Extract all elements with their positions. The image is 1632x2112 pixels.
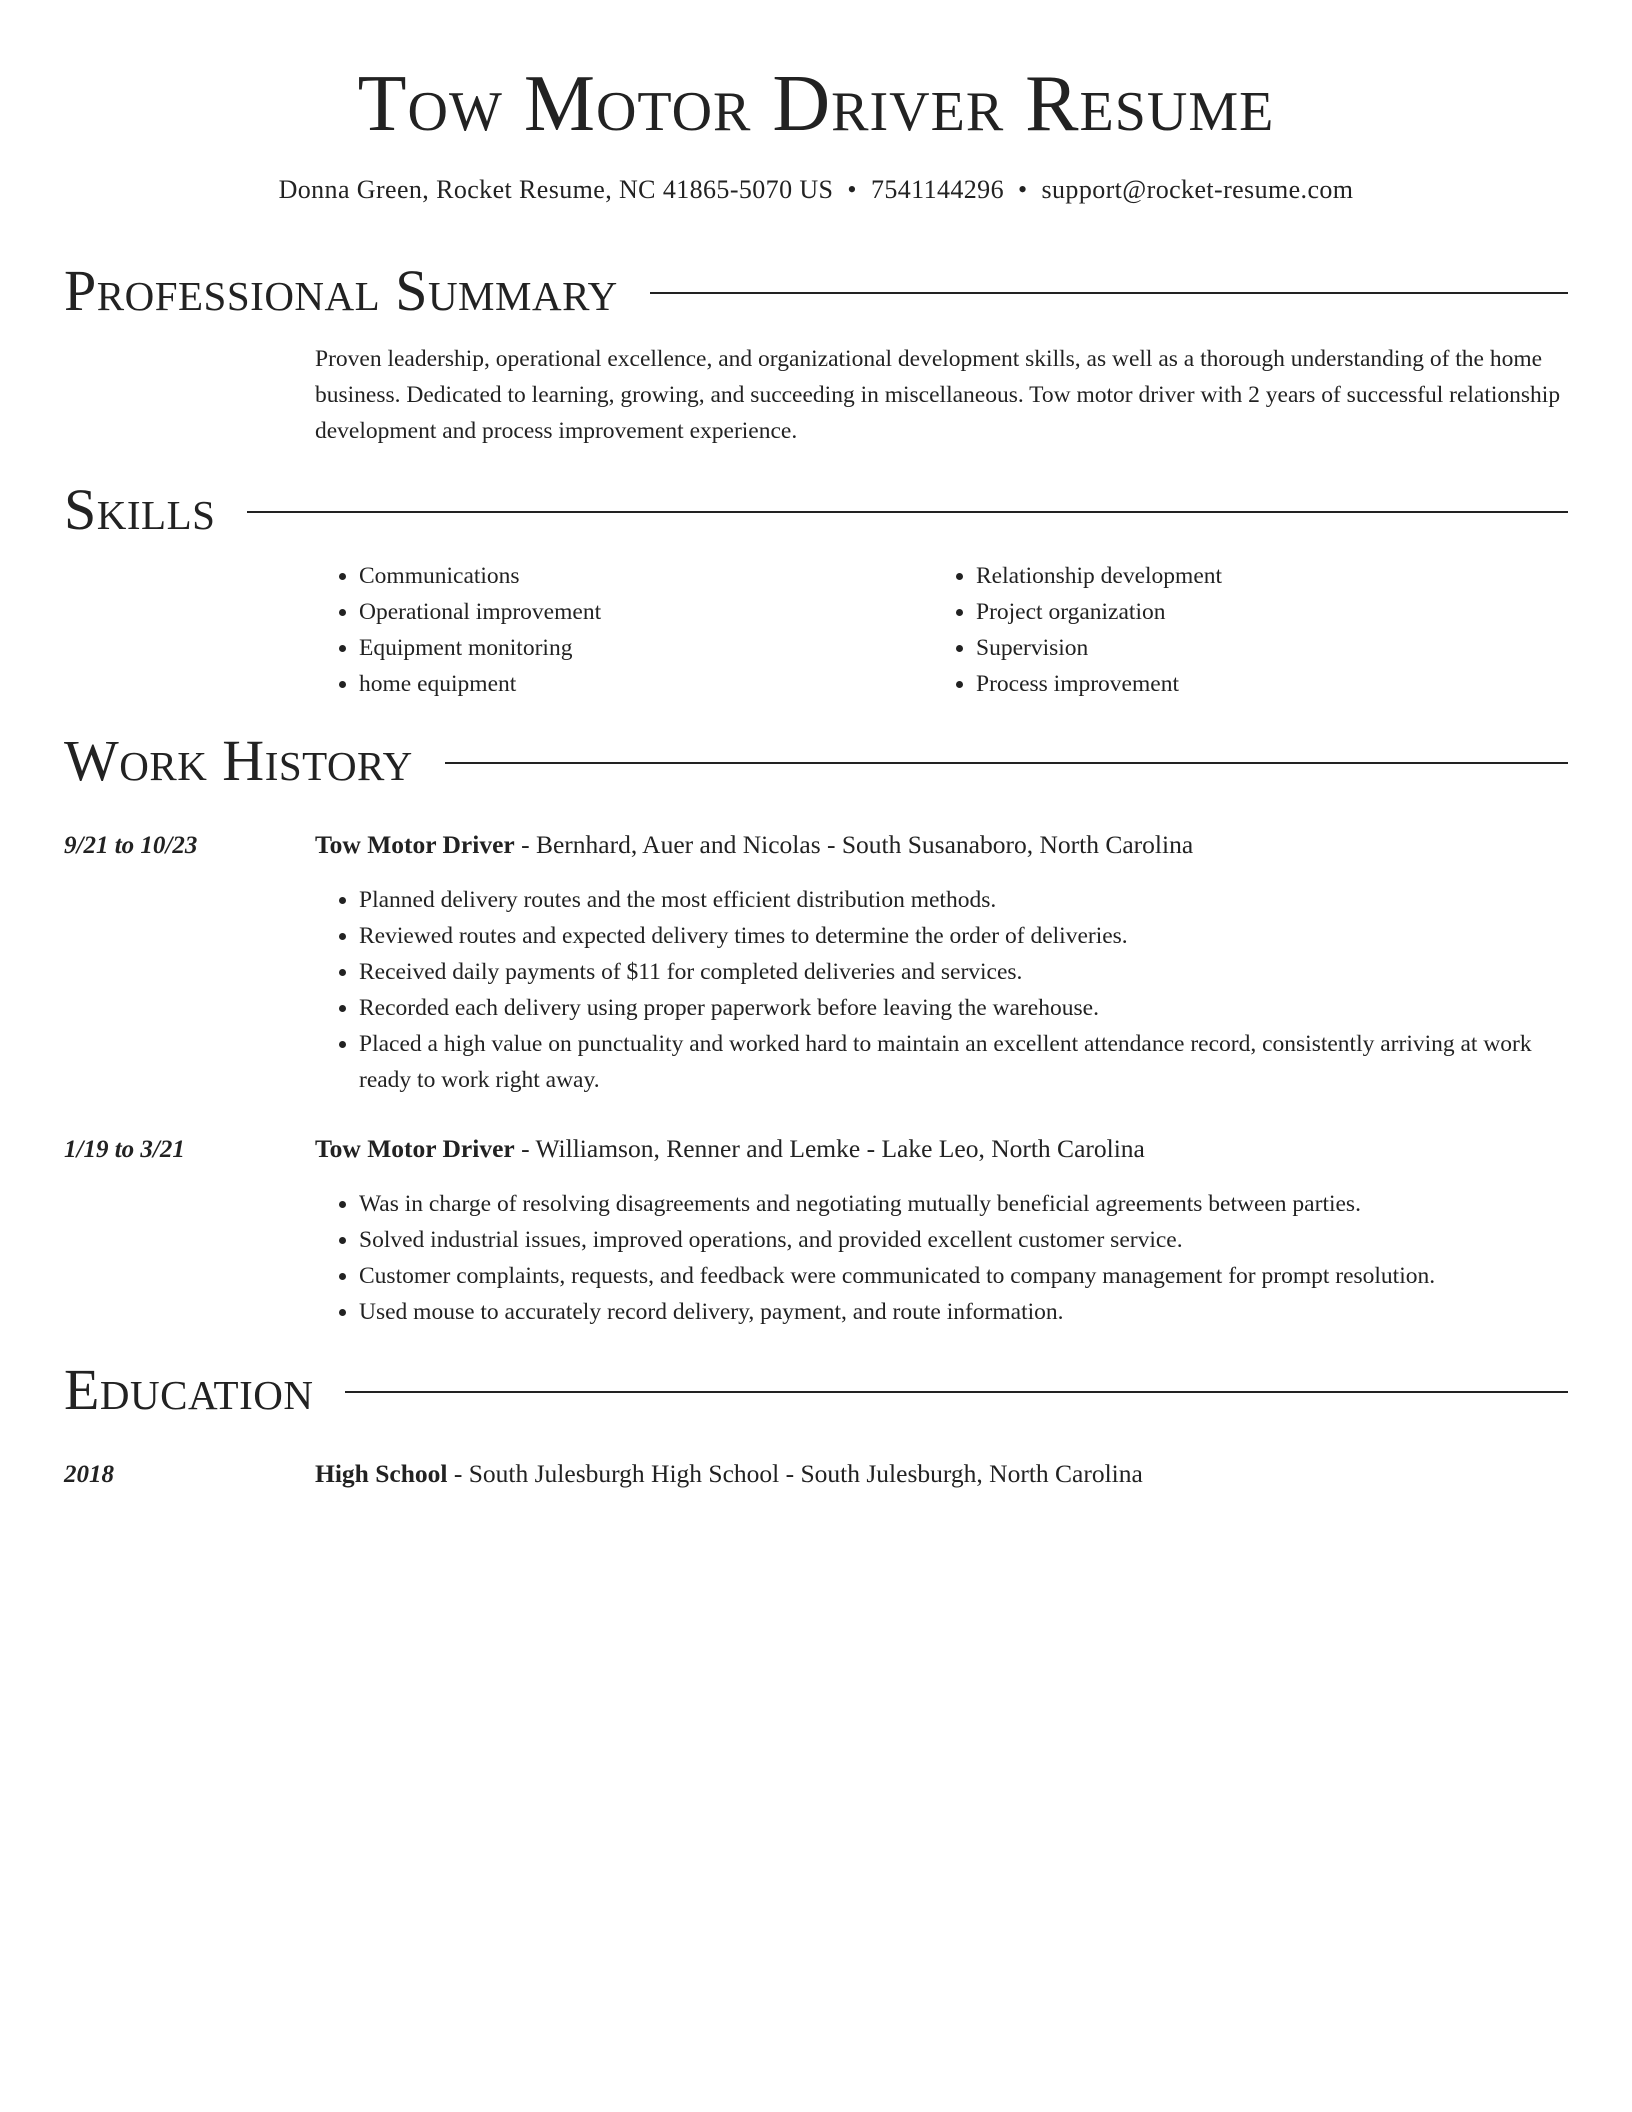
- job-heading: [315, 1131, 1145, 1167]
- summary-section-header: [64, 258, 1568, 323]
- job-title: Tow Motor Driver: [315, 830, 515, 859]
- skill-item: • Equipment monitoring: [359, 630, 932, 666]
- resume-page: [64, 0, 1568, 1493]
- job-details: - Bernhard, Auer and Nicolas - South Susanaboro, North Carolina: [514, 830, 1194, 859]
- section-divider: [247, 511, 1568, 513]
- duty-item: • Planned delivery routes and the most efficient distribution methods.: [359, 882, 1568, 918]
- summary-heading: Professional Summary: [64, 258, 618, 323]
- education-year: 2018: [64, 1461, 114, 1488]
- section-divider: [345, 1391, 1568, 1393]
- skill-item: • Relationship development: [976, 558, 1549, 594]
- skill-item: • Process improvement: [976, 666, 1549, 702]
- contact-separator: •: [847, 175, 857, 204]
- contact-line: [64, 173, 1568, 207]
- duty-item: • Reviewed routes and expected delivery times to determine the order of deliveries.: [359, 918, 1568, 954]
- contact-address: Donna Green, Rocket Resume, NC 41865-5070 US: [278, 175, 834, 204]
- job-details: - Williamson, Renner and Lemke - Lake Leo, North Carolina: [514, 1134, 1145, 1163]
- job-entry: [64, 827, 1568, 1098]
- skills-grid: [315, 558, 1568, 702]
- education-heading-line: [315, 1456, 1143, 1492]
- skills-section-header: [64, 477, 1568, 542]
- education-entry: [64, 1456, 1568, 1493]
- job-header-row: [64, 827, 1568, 864]
- contact-separator: •: [1017, 175, 1028, 204]
- skill-item: • Project organization: [976, 594, 1549, 630]
- education-details: - South Julesburgh High School - South Julesburgh, North Carolina: [447, 1459, 1143, 1488]
- contact-phone: 7541144296: [870, 175, 1004, 204]
- section-divider: [650, 292, 1568, 294]
- education-section-header: [64, 1357, 1568, 1422]
- work-section-header: [64, 728, 1568, 793]
- job-header-row: [64, 1131, 1568, 1168]
- duty-item: • Received daily payments of $11 for completed deliveries and services.: [359, 954, 1568, 990]
- education-degree: High School: [315, 1459, 448, 1488]
- skill-item: • Communications: [359, 558, 932, 594]
- skills-list-right: [932, 558, 1549, 702]
- section-divider: [445, 762, 1568, 764]
- job-dates: 9/21 to 10/23: [64, 832, 198, 859]
- job-title: Tow Motor Driver: [315, 1134, 515, 1163]
- skill-item: • home equipment: [359, 666, 932, 702]
- contact-email: support@rocket-resume.com: [1041, 175, 1354, 204]
- job-entry: [64, 1131, 1568, 1330]
- skill-item: • Supervision: [976, 630, 1549, 666]
- job-dates: 1/19 to 3/21: [64, 1136, 185, 1163]
- job-duties: [315, 882, 1568, 1098]
- resume-title: Tow Motor Driver Resume: [357, 60, 1275, 148]
- duty-item: • Placed a high value on punctuality and worked hard to maintain an excellent attendance record, consistently arriving at work ready to work right away.: [359, 1026, 1568, 1098]
- work-heading: Work History: [64, 728, 413, 793]
- skills-list-left: [315, 558, 932, 702]
- duty-item: • Recorded each delivery using proper paperwork before leaving the warehouse.: [359, 990, 1568, 1026]
- duty-item: • Used mouse to accurately record delivery, payment, and route information.: [359, 1294, 1568, 1330]
- skill-item: • Operational improvement: [359, 594, 932, 630]
- duty-item: • Solved industrial issues, improved operations, and provided excellent customer service.: [359, 1222, 1568, 1258]
- education-heading: Education: [64, 1357, 314, 1422]
- skills-heading: Skills: [64, 477, 216, 542]
- duty-item: • Customer complaints, requests, and feedback were communicated to company management for prompt resolution.: [359, 1258, 1568, 1294]
- job-heading: [315, 827, 1193, 863]
- job-duties: [315, 1186, 1568, 1330]
- summary-text: Proven leadership, operational excellence, and organizational development skills, as well as a thorough understanding of the home business. Dedicated to learning, growing, and succeeding in miscellaneous. Tow motor driver with 2 years of successful relationship development and process improvement experience.: [315, 346, 1561, 444]
- duty-item: • Was in charge of resolving disagreements and negotiating mutually beneficial agreements between parties.: [359, 1186, 1568, 1222]
